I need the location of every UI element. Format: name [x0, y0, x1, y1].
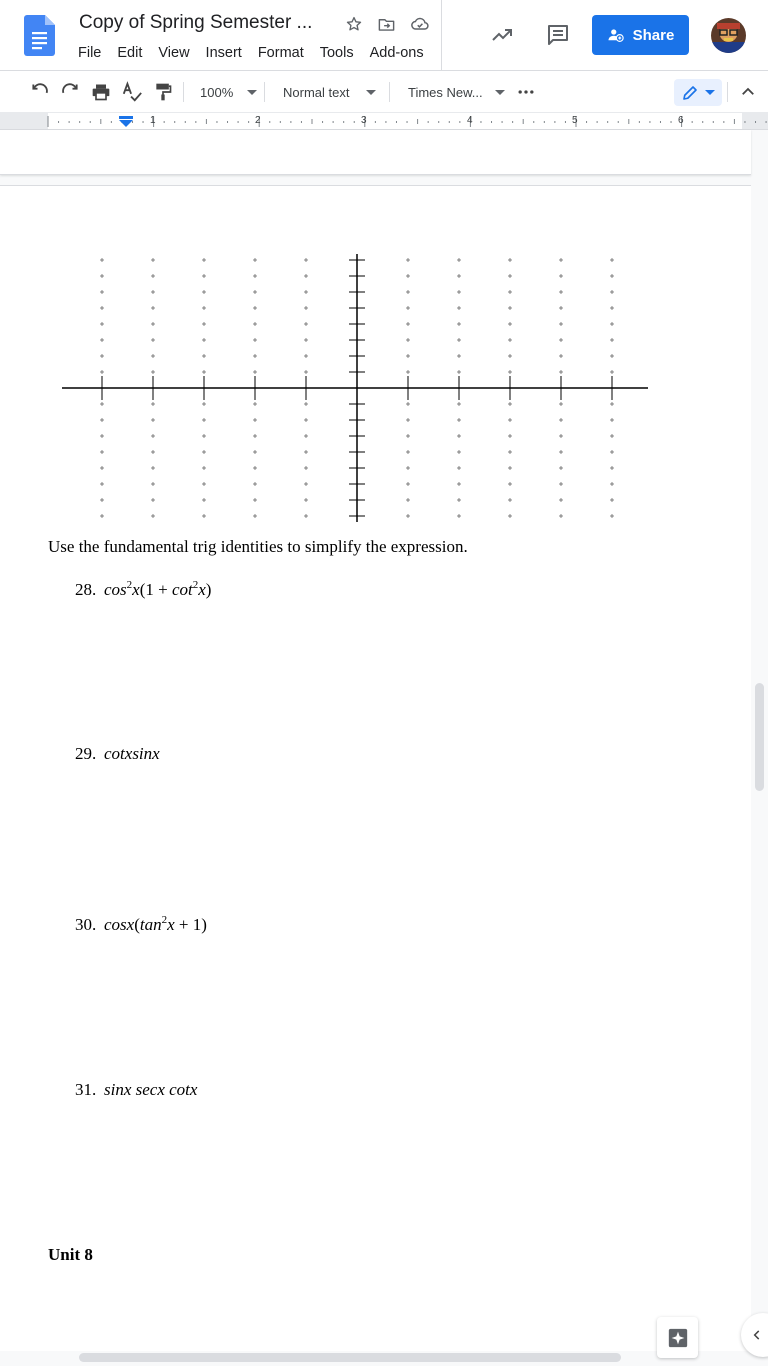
move-to-folder-icon[interactable] [376, 14, 396, 34]
redo-icon[interactable] [58, 80, 82, 104]
chevron-down-icon [705, 90, 715, 95]
unit-heading: Unit 8 [48, 1245, 93, 1264]
ruler-ticks [0, 113, 768, 130]
print-icon[interactable] [89, 80, 113, 104]
share-label: Share [632, 26, 675, 44]
chevron-down-icon [366, 90, 376, 95]
horizontal-scrollbar-thumb[interactable] [79, 1353, 621, 1362]
menu-insert[interactable]: Insert [205, 45, 242, 61]
share-people-icon [607, 26, 625, 44]
problem-30 [75, 915, 207, 935]
spellcheck-icon[interactable] [120, 80, 144, 104]
problem-number: 30. [75, 915, 97, 934]
menu-view[interactable]: View [158, 45, 190, 61]
previous-page [0, 130, 751, 175]
chevron-down-icon [247, 90, 257, 95]
expr-part: x [198, 580, 206, 599]
expr-part: ( [134, 915, 140, 934]
expr-part: x [167, 915, 175, 934]
expr-part: cot [171, 580, 193, 599]
menu-format[interactable]: Format [257, 45, 304, 61]
font-value: Times New... [408, 84, 483, 100]
toolbar-separator [389, 82, 390, 102]
expr-part: + 1) [174, 915, 207, 934]
menu-file[interactable]: File [78, 45, 102, 61]
ruler-number: 5 [572, 115, 578, 126]
toolbar-separator [264, 82, 265, 102]
activity-trend-icon[interactable] [486, 19, 518, 51]
zoom-select[interactable] [200, 82, 257, 102]
zoom-value: 100% [200, 84, 234, 100]
formatting-toolbar [0, 71, 768, 113]
comments-icon[interactable] [542, 19, 574, 51]
editing-pencil-icon [681, 84, 699, 102]
expr-part: tan [139, 915, 162, 934]
paragraph-style-value: Normal text [283, 84, 350, 100]
ruler-number: 3 [361, 115, 367, 126]
problem-expression: cotxsinx [104, 744, 160, 763]
toolbar-separator [183, 82, 184, 102]
editing-mode-button[interactable] [674, 79, 722, 106]
app-header [0, 0, 768, 71]
ruler-number: 4 [467, 115, 473, 126]
menu-add-ons[interactable]: Add-ons [369, 45, 424, 61]
problem-expression: sinx secx cotx [104, 1080, 198, 1099]
star-icon[interactable] [344, 14, 364, 34]
indent-marker-icon[interactable] [118, 116, 134, 128]
problem-28 [75, 580, 211, 600]
cloud-saved-icon[interactable] [410, 14, 430, 34]
more-icon[interactable] [514, 80, 538, 104]
horizontal-ruler[interactable] [0, 113, 768, 130]
toolbar-separator [727, 82, 728, 102]
problem-31 [75, 1080, 197, 1100]
collapse-icon[interactable] [736, 80, 760, 104]
problem-number: 28. [75, 580, 97, 599]
instruction-text: Use the fundamental trig identities to simplify the expression. [48, 537, 468, 556]
ruler-number: 1 [150, 115, 156, 126]
explore-button[interactable] [657, 1317, 698, 1358]
ruler-number: 2 [255, 115, 261, 126]
expr-part: x [132, 580, 140, 599]
expr-exponent: 2 [192, 579, 199, 591]
menu-bar [70, 44, 432, 62]
problem-number: 31. [75, 1080, 97, 1099]
header-divider [441, 0, 442, 71]
document-title[interactable]: Copy of Spring Semester ... [79, 12, 313, 33]
expr-part: cosx [104, 915, 135, 934]
expr-part: cos [104, 580, 127, 599]
paragraph-style-select[interactable] [283, 82, 376, 102]
paint-format-icon[interactable] [151, 80, 175, 104]
vertical-scrollbar-thumb[interactable] [755, 683, 764, 791]
problem-number: 29. [75, 744, 97, 763]
avatar[interactable] [711, 18, 746, 53]
chevron-left-icon [750, 1328, 764, 1342]
explore-sparkle-icon [667, 1327, 689, 1349]
chevron-down-icon [495, 90, 505, 95]
expr-exponent: 2 [126, 579, 133, 591]
expr-part: ) [205, 580, 212, 599]
expr-part: (1 + [139, 580, 172, 599]
ruler-number: 6 [678, 115, 684, 126]
share-button[interactable] [592, 15, 689, 55]
menu-tools[interactable]: Tools [319, 45, 354, 61]
docs-logo[interactable] [24, 15, 55, 56]
expr-exponent: 2 [161, 914, 168, 926]
undo-icon[interactable] [28, 80, 52, 104]
menu-edit[interactable]: Edit [117, 45, 143, 61]
font-select[interactable] [408, 82, 505, 102]
problem-29 [75, 744, 160, 764]
coordinate-grid-graph [60, 250, 650, 524]
